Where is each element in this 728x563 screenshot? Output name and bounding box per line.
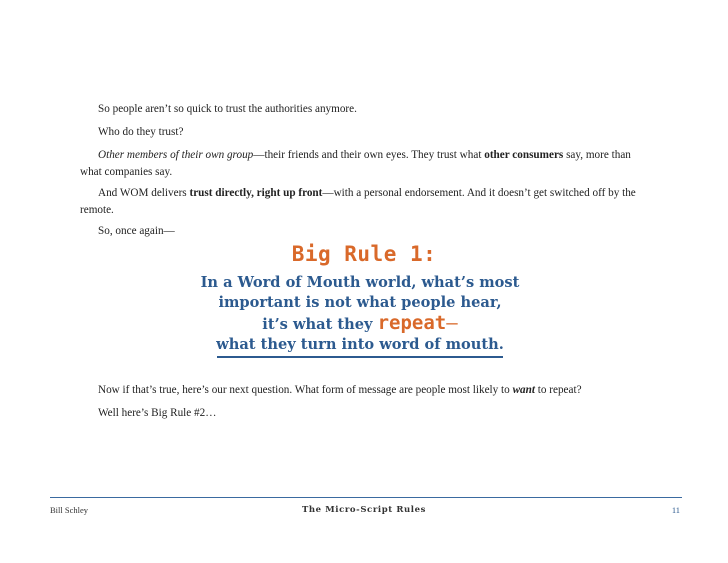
text-run: Now if that’s true, here’s our next question. What form of message are people most likely to (98, 384, 513, 396)
paragraph-4 (80, 185, 640, 218)
rule-text: it’s what they (262, 316, 378, 333)
paragraph-2: Who do they trust? (98, 126, 184, 138)
footer-author: Bill Schley (50, 505, 89, 515)
bold-phrase: other consumers (484, 149, 564, 161)
paragraph-1: So people aren’t so quick to trust the authorities anymore. (98, 103, 357, 115)
rule-line (160, 313, 560, 335)
paragraph-3 (80, 147, 640, 180)
text-run: —their friends and their own eyes. They trust what (253, 149, 485, 161)
text-run: And WOM delivers (98, 187, 190, 199)
paragraph-6 (80, 382, 678, 399)
rule-dash: — (446, 312, 458, 334)
big-rule-heading: Big Rule 1: (291, 242, 437, 266)
rule-line: what they turn into word of mouth. (216, 336, 504, 353)
text-run: to repeat? (534, 384, 582, 396)
paragraph-5: So, once again— (98, 225, 175, 237)
emphasis-word: want (512, 384, 535, 396)
text-run: —with a personal endorsement. And it doesn’t get switched off by the remote. (80, 187, 636, 216)
paragraph-7: Well here’s Big Rule #2… (98, 407, 217, 419)
page-number: 11 (671, 505, 680, 515)
bold-phrase: trust directly, right up front (189, 187, 323, 199)
rule-line: important is not what people hear, (218, 294, 502, 311)
italic-phrase: Other members of their own group (98, 149, 254, 161)
rule-line: In a Word of Mouth world, what’s most (200, 274, 520, 291)
rule-underline (217, 356, 503, 358)
big-rule-statement (160, 273, 560, 355)
repeat-word: repeat (377, 312, 447, 334)
text-run: say, more than what companies say. (80, 149, 631, 178)
footer-divider (50, 497, 682, 498)
footer-title: The Micro-Script Rules (301, 505, 427, 515)
